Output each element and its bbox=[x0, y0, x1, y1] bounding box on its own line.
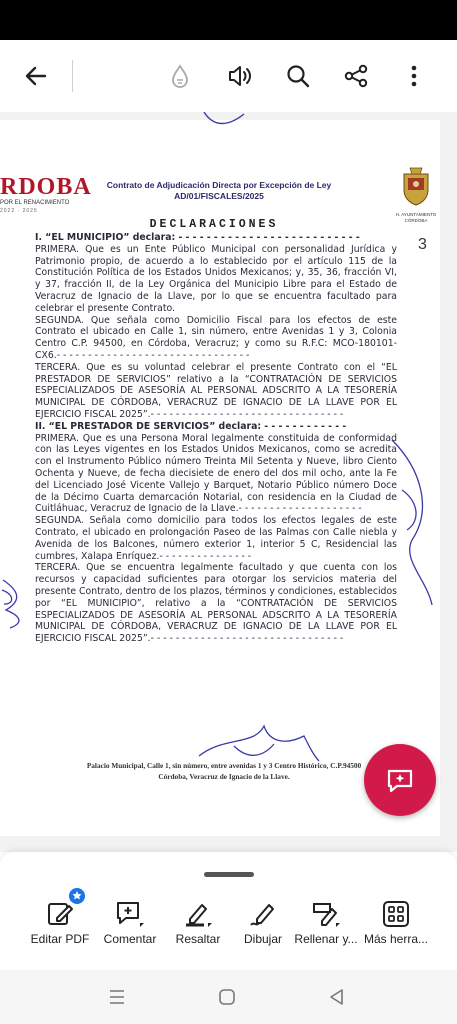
arrow-left-icon bbox=[23, 63, 49, 89]
share-button[interactable] bbox=[338, 58, 374, 94]
declarations-body bbox=[35, 232, 397, 645]
tool-more-tools[interactable] bbox=[355, 896, 437, 956]
liquid-mode-button[interactable] bbox=[162, 58, 198, 94]
tool-label: Más herra... bbox=[363, 932, 429, 946]
paragraph: I. “EL MUNICIPIO” declara: - - - - - - - - - - - - - - - - - - - - - - - - - - bbox=[35, 232, 360, 243]
more-tools-icon bbox=[381, 899, 411, 929]
signature-fragment-top bbox=[199, 112, 249, 130]
tools-panel bbox=[0, 852, 457, 970]
seal-caption bbox=[386, 212, 446, 224]
municipal-seal-icon bbox=[394, 164, 438, 208]
tool-label: Editar PDF bbox=[30, 932, 90, 946]
contract-title-line2: AD/01/FISCALES/2025 bbox=[174, 191, 264, 201]
page-indicator: 3 bbox=[418, 236, 427, 253]
document-viewer[interactable] bbox=[0, 112, 457, 852]
read-aloud-button[interactable] bbox=[221, 58, 257, 94]
recents-icon bbox=[108, 988, 126, 1006]
toolbar-divider bbox=[72, 60, 73, 92]
share-icon bbox=[343, 63, 369, 89]
drag-handle[interactable] bbox=[204, 872, 254, 877]
tool-label: Rellenar y... bbox=[294, 932, 358, 946]
star-badge-icon bbox=[69, 888, 85, 904]
fill-sign-icon bbox=[310, 899, 342, 929]
signature-left bbox=[0, 570, 34, 630]
water-drop-icon bbox=[167, 63, 193, 89]
signature-bottom bbox=[194, 716, 324, 766]
footer-city: Córdoba, Veracruz de Ignacio de la Llave. bbox=[158, 772, 290, 781]
paragraph: II. “EL PRESTADOR DE SERVICIOS” declara: - - - - - - - - - - - - bbox=[35, 420, 347, 432]
footer-address: Palacio Municipal, Calle 1, sin número, entre avenidas 1 y 3 Centro Histórico, C.P.94500 bbox=[86, 761, 362, 770]
paragraph: SEGUNDA. Que señala como Domicilio Fiscal para los efectos de este Contrato el ubicado en Calle 1, sin número, entre Avenidas 1 y 3, Colonia Centro C.P. 94500, en Córdoba, Veracruz; y como su R.F.C: MCO-180101-CX6.- - - - - - - - - - - - - - - - - - - - - - - - - - - - - - - bbox=[35, 314, 397, 361]
paragraph: TERCERA. Que se encuentra legalmente facultado y que cuenta con los recursos y capacidad suficientes para otorgar los servicios materia del presente Contrato, dentro de los plazos, términos y condiciones, establecidos por “EL MUNICIPIO”, relativo a la “CONTRATACIÓN DE SERVICIOS ESPECIALIZADOS DE ASESORÍA AL PERSONAL ADSCRITO A LA TESORERÍA MUNICIPAL DE CÓRDOBA, VERACRUZ DE IGNACIO DE LA LLAVE POR EL EJERCICIO FISCAL 2025”.- - - - - - - - - - - - - - - - - - - - - - - - - - - - - - - bbox=[35, 562, 397, 645]
home-button[interactable] bbox=[212, 984, 242, 1010]
paragraph: TERCERA. Que es su voluntad celebrar el presente Contrato con el “EL PRESTADOR DE SERVICIOS” relativo a la “CONTRATACIÓN DE SERVICIOS ESPECIALIZADOS DE ASESORÍA AL PERSONAL ADSCRITO A LA TESORERÍA MUNICIPAL DE CÓRDOBA, VERACRUZ DE IGNACIO DE LA LLAVE POR EL EJERCICIO FISCAL 2025”.- - - - - - - - - - - - - - - - - - - - - - - - - - - - - - - bbox=[35, 361, 397, 420]
more-options-button[interactable] bbox=[396, 58, 432, 94]
signature-right bbox=[382, 430, 440, 610]
contract-title-line1: Contrato de Adjudicación Directa por Excepción de Ley bbox=[106, 180, 332, 190]
tool-label: Comentar bbox=[103, 932, 157, 946]
tool-label: Resaltar bbox=[175, 932, 221, 946]
ai-assistant-button[interactable] bbox=[364, 744, 436, 816]
home-icon bbox=[218, 988, 236, 1006]
back-nav-button[interactable] bbox=[322, 984, 352, 1010]
seal-caption-line1: H. AYUNTAMIENTO bbox=[395, 212, 437, 217]
system-nav-bar bbox=[0, 970, 457, 1024]
seal-caption-line2: CÓRDOBA bbox=[404, 218, 428, 223]
paragraph: SEGUNDA. Señala como domicilio para todos los efectos legales de este Contrato, el ubicado en prolongación Paseo de las Palmas con Calle niebla y Avenida de los Balcones, número exterior 1, interior 5 C, Residencial las cumbres, Xalapa Enríquez.- - - - - - - - - - - - - - - bbox=[35, 515, 397, 562]
logo-subtitle: POR EL RENACIMIENTO bbox=[0, 200, 70, 206]
logo-years: 2022 · 2025 bbox=[0, 208, 38, 214]
speaker-icon bbox=[225, 62, 253, 90]
comment-icon bbox=[114, 899, 146, 929]
back-button[interactable] bbox=[18, 58, 54, 94]
status-bar bbox=[0, 0, 457, 40]
section-heading: DECLARACIONES bbox=[149, 218, 279, 231]
back-icon bbox=[328, 988, 346, 1006]
search-icon bbox=[285, 63, 311, 89]
search-button[interactable] bbox=[280, 58, 316, 94]
municipality-logo: RDOBA bbox=[0, 174, 92, 200]
paragraph: PRIMERA. Que es una Persona Moral legalmente constituida de conformidad con las Leyes vigentes en los Estados Unidos Mexicanos, como se acredita con el Instrumento Público número Treinta Mil Setenta y Nueve, libro Ciento Ochenta y Nueve, de fecha diecisiete de enero del dos mil ocho, ante la Fe del Licenciado José Vicente Vallejo y Barquet, Notario Público número Doce de la Décimo Cuarta demarcación Notarial, con residencia en la Ciudad de Cuitláhuac, Veracruz de Ignacio de la Llave.- - - - - - - - - - - - - - - - - - - - bbox=[35, 432, 397, 515]
paragraph: PRIMERA. Que es un Ente Público Municipal con personalidad Jurídica y Patrimonio propio, de acuerdo a lo establecido por el artículo 115 de la Constitución Política de los Estados Unidos Mexicanos; y, 35, 36, fracción VI, y 37, fracción II, de la Ley Orgánica del Municipio Libre para el Estado de Veracruz de Ignacio de la Llave, por lo que se encuentra facultado para celebrar el presente Contrato. bbox=[35, 243, 397, 314]
tool-label: Dibujar bbox=[243, 932, 282, 946]
top-toolbar bbox=[0, 40, 457, 112]
draw-icon bbox=[247, 899, 279, 929]
contract-title bbox=[94, 180, 344, 202]
recents-button[interactable] bbox=[102, 984, 132, 1010]
more-vert-icon bbox=[404, 63, 424, 89]
highlight-icon bbox=[182, 899, 214, 929]
ai-assistant-icon bbox=[383, 763, 417, 797]
pdf-page bbox=[0, 120, 440, 836]
